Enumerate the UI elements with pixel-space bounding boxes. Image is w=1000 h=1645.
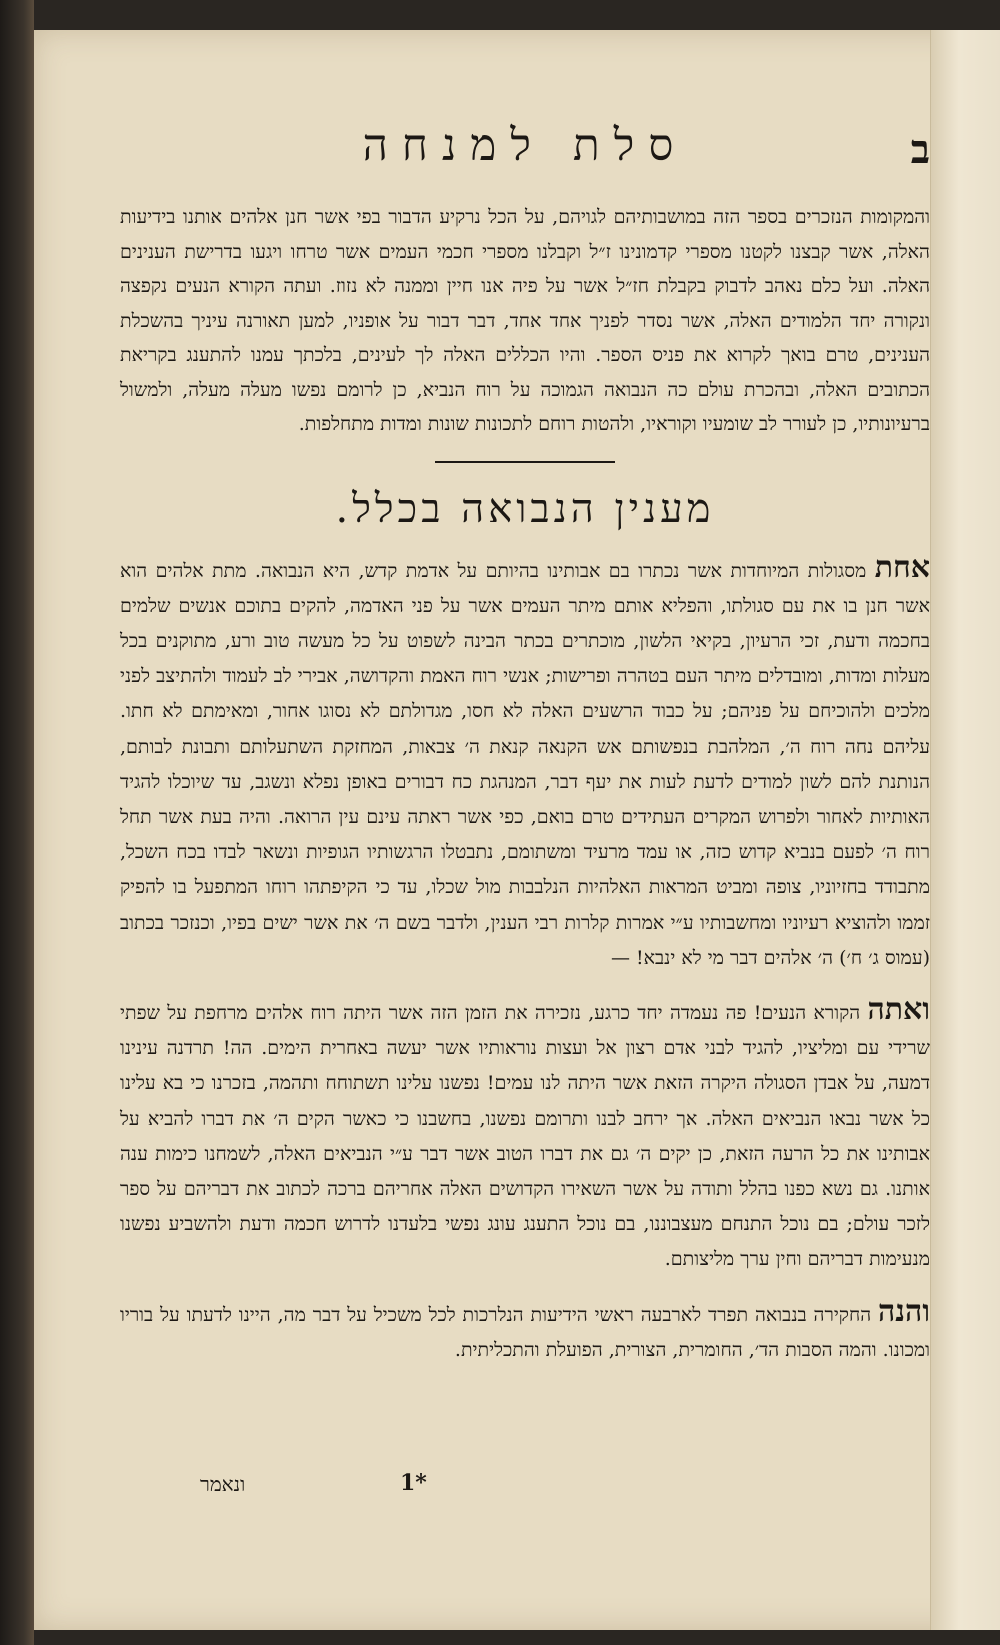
paragraph-2 <box>120 992 930 1278</box>
signature-mark: 1* <box>400 1470 427 1496</box>
section-heading: מענין הנבואה בכלל. <box>335 485 715 532</box>
paragraph-2-text: הקורא הנעים! פה נעמדה יחד כרגע, נזכירה את הזמן הזה אשר היתה רוח אלהים מרחפת על שפתי שרידי עם ומליציו, להגיד לבני אדם רצון אל ועצות נוראותיו אשר יעשה באחרית הימים. הה! תרדנה עינינו דמעה, על אבדן הסגולה היקרה הזאת אשר היתה לנו עמים! נפשנו עלינו תשתוחח ותהמה, בזכרנו כי בא עלינו כל אשר נבאו הנביאים האלה. אך ירחב לבנו ותרומם נפשנו, בחשבנו כי כאשר הקים ה׳ את דברו להביא על אבותינו את כל הרעה הזאת, כן יקים ה׳ גם את דברו הטוב אשר דבר ע״י הנביאים האלה, לשמחנו כימות ענה אותנו. גם נשא כפנו בהלל ותודה על אשר השאירו הקדושים האלה אחריהם ברכה לכתוב את דבריהם על ספר לזכר עולם; בם נוכל התנחם מעצבוננו, בם נוכל התענג עונג נפשי בלעדנו לדרוש חכמה ודעת ולהשביע נפשנו מנעימות דבריהם וחין ערך מליצותם. <box>120 1001 930 1271</box>
running-header <box>120 120 930 182</box>
page-footer <box>120 1470 930 1510</box>
paragraph-1-text: מסגולות המיוחדות אשר נכתרו בם אבותינו בהיותם על אדמת קדש, היא הנבואה. מתת אלהים הוא אשר חנן בו את עם סגולתו, והפליא אותם מיתר העמים אשר על פני האדמה, להקים בתוכם אנשים שלמים בחכמה ודעת, זכי הרעיון, בקיאי הלשון, מוכתרים בכתר הבינה לשפוט על כל מעשה טוב ורע, מתוקנים בכל מעלות ומדות, ומובדלים מיתר העם בטהרה ופרישות; אנשי רוח האמת והקדושה, אבירי לב לעמוד ולהתיצב לפני מלכים ולהוכיחם על פניהם; על כבוד הרשעים האלה לא חסו, מגדולתם לא נסוגו אחור, ומאימתם לא חתו. עליהם נחה רוח ה׳, המלהבת בנפשותם אש הקנאה קנאת ה׳ צבאות, המחזקת השתעלותם ותבונת לבותם, הנותנת להם לשון למודים לדעת לעות את יעף דבר, המנהגת כח דבורים באופן נפלא ונשגב, עד שיוכלו להגיד האותיות לאחור ולפרוש המקרים העתידים טרם בואם, כפי אשר ראתה עינם עין הרואה. והיה בעת אשר תחל רוח ה׳ לפעם בנביא קדוש כזה, או עמד מרעיד ומשתומם, נתבטלו הרגשותיו הגופיות ונשאר לבדו בכח השכל, מתבודד בחזיוניו, צופה ומביט המראות האלהיות הנלבבות מול שכלו, עד כי הקיפתהו רוחו המתפעל בו להפיק זממו ולהוציא רעיוניו ומחשבותיו ע״י אמרות קלרות רבי הענין, ולדבר בשם ה׳ את אשר ישים בפיו, וכנזכר בכתוב (עמוס ג׳ ח׳) ה׳ אלהים דבר מי לא ינבא! — <box>120 559 930 969</box>
paragraph-1 <box>120 550 930 976</box>
page-right-margin-strip <box>930 30 1000 1630</box>
paragraph-1-lead-word: אחת <box>874 549 930 585</box>
paragraph-2-lead-word: ואתה <box>867 991 930 1027</box>
book-spine-edge <box>0 0 34 1645</box>
intro-paragraph: והמקומות הנזכרים בספר הזה במושבותיהם לגויהם, על הכל נרקיע הדבור בפי אשר חנן אלהים אותנו בידיעות האלה, אשר קבצנו לקטנו מספרי קדמונינו ז״ל וקבלנו מספרי חכמי העמים אשר טרחו ויגעו בדרישת הענינים האלה. ועל כלם נאהב לדבוק בקבלת חז״ל אשר על פיה אנו חיין וממנה לא נזוז. ועתה הקורא הנעים נקפצה ונקורה יחד הלמודים האלה, אשר נסדר לפניך אחד אחד, דבר דבור על אופניו, למען תאורנה עיניך בהשכלת הענינים, טרם בואך לקרוא את פניס הספר. והיו הכללים האלה לך לעינים, בלכתך עמנו להתענג בקריאת הכתובים האלה, ובהכרת עולם כה הנבואה הגמוכה על רוח הנביא, כן לרומם נפשו מעלה מעלה, ולמשול ברעיונותיו, כן לעורר לב שומעיו וקוראיו, ולהטות רוחם לתכונות שונות ומדות מתחלפות. <box>120 206 930 435</box>
running-title: סלת למנחה <box>362 120 688 171</box>
catchword: ונאמר <box>200 1472 246 1496</box>
paragraph-3-text: החקירה בנבואה תפרד לארבעה ראשי הידיעות הנלרכות לכל משכיל על דבר מה, היינו לדעתו על בוריו ומכונו. והמה הסבות הד׳, החומרית, הצורית, הפועלת והתכליתית. <box>120 1303 930 1361</box>
section-divider <box>435 461 615 463</box>
page-number: ב <box>910 126 930 173</box>
paragraph-3-lead-word: והנה <box>878 1293 930 1329</box>
page-content <box>120 120 930 1368</box>
paragraph-3 <box>120 1294 930 1368</box>
